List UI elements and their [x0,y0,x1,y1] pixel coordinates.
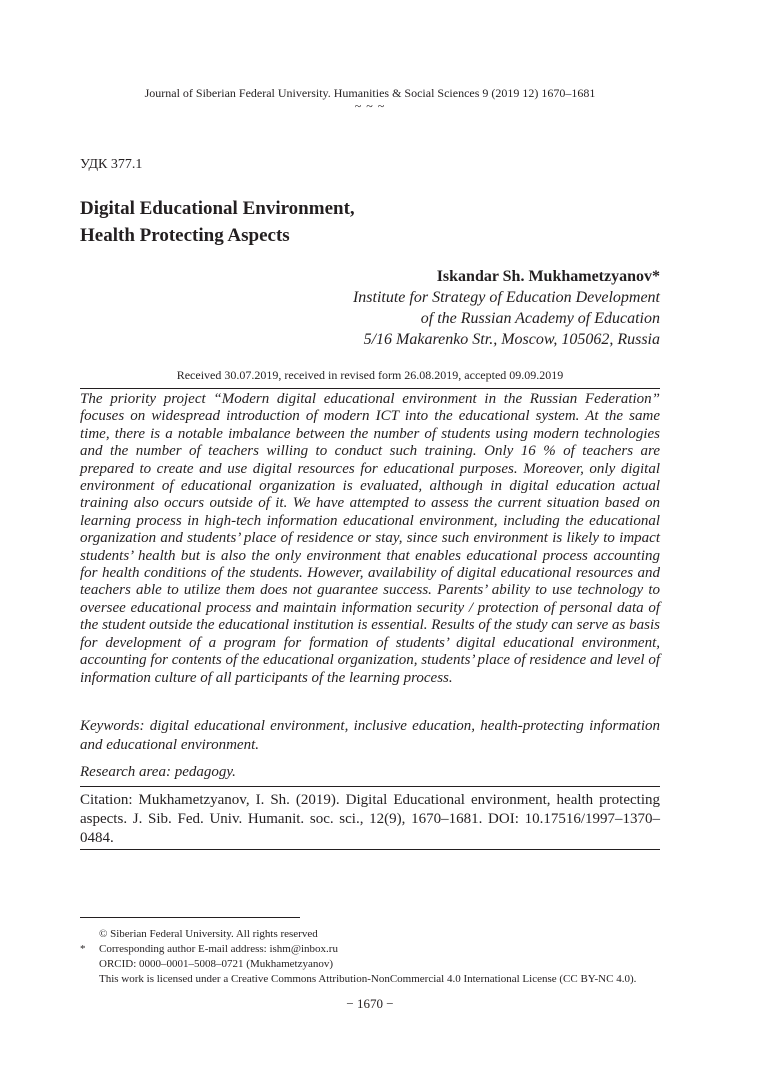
title-line-1: Digital Educational Environment, [80,198,355,219]
footnote-corresponding: * Corresponding author E-mail address: ishm@inbox.ru [80,943,338,955]
received-dates: Received 30.07.2019, received in revised form 26.08.2019, accepted 09.09.2019 [176,368,564,382]
keywords: Keywords: digital educational environment, inclusive education, health-protecting information and educational environment. [80,718,660,753]
author-name: Iskandar Sh. Mukhametzyanov* [436,268,660,285]
footnote-license: This work is licensed under a Creative Commons Attribution-NonCommercial 4.0 International License (CC BY-NC 4.0). [99,973,637,985]
footnote-divider [80,917,300,918]
citation: Citation: Mukhametzyanov, I. Sh. (2019). Digital Educational environment, health protecting aspects. J. Sib. Fed. Univ. Humanit. soc. sci., 12(9), 1670–1681. DOI: 10.17516/1997–1370–0484. [80,792,660,846]
footnote-orcid: ORCID: 0000–0001–5008–0721 (Mukhametzyanov) [99,958,334,970]
article-title [80,195,660,249]
udk-code: УДК 377.1 [80,157,143,172]
header-ornament: ~ ~ ~ [354,99,386,113]
affiliation-line: Institute for Strategy of Education Development [352,289,660,306]
research-area: Research area: pedagogy. [80,764,236,780]
affiliation-line: 5/16 Makarenko Str., Moscow, 105062, Russia [363,331,660,348]
abstract: The priority project “Modern digital educational environment in the Russian Federation” focuses on widespread introduction of modern ICT into the educational system. At the same time, there is a notable imbalance between the number of students using modern technologies and the number of teachers willing to conduct such training. Only 16 % of teachers are prepared to create and use digital resources for educational purposes. Moreover, only digital environment of educational organization is evaluated, although in digital education actual training also occurs outside of it. We have attempted to assess the current situation based on learning process in high-tech information educational environment, including the educational organization and students’ place of residence or stay, since such environment is likely to impact students’ health but is also the only environment that enables educational process accounting for health conditions of the students. However, availability of digital educational resources and teachers able to utilize them does not guarantee success. Parents’ ability to use technology to oversee educational process and maintain information security / protection of personal data of the student outside the educational institution is essential. Results of the study can serve as basis for development of a program for formation of students’ digital educational environment, accounting for contents of the educational organization, students’ place of residence and level of information culture of all participants of the learning process. [80,391,660,686]
divider [80,786,660,787]
title-line-2: Health Protecting Aspects [80,225,290,246]
page-number: − 1670 − [346,996,394,1011]
affiliation-line: of the Russian Academy of Education [420,310,660,327]
asterisk-mark: * [80,943,86,955]
divider [80,849,660,850]
footnote-copyright: © Siberian Federal University. All rights reserved [99,928,318,940]
divider [80,388,660,389]
author-block [353,266,660,350]
journal-header: Journal of Siberian Federal University. Humanities & Social Sciences 9 (2019 12) 1670–1681 [144,86,596,100]
